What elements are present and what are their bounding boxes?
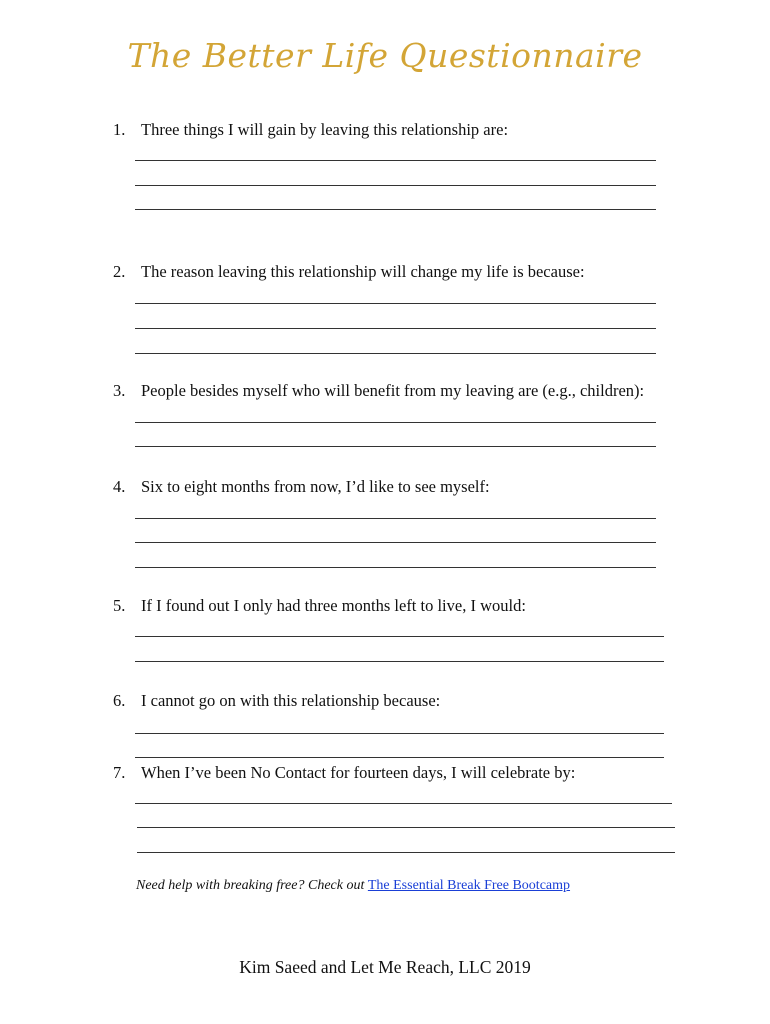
question-text: I cannot go on with this relationship because: <box>141 691 441 710</box>
question-5 <box>113 596 526 616</box>
page-title: The Better Life Questionnaire <box>127 36 643 75</box>
answer-line[interactable] <box>135 185 656 186</box>
answer-line[interactable] <box>135 446 656 447</box>
answer-line[interactable] <box>135 803 672 804</box>
question-text: Three things I will gain by leaving this relationship are: <box>141 120 509 139</box>
question-number: 2. <box>113 262 126 281</box>
answer-line[interactable] <box>135 303 656 304</box>
question-text: The reason leaving this relationship will change my life is because: <box>141 262 585 281</box>
answer-line[interactable] <box>135 518 656 519</box>
question-text: When I’ve been No Contact for fourteen days, I will celebrate by: <box>141 763 576 782</box>
answer-line[interactable] <box>135 209 656 210</box>
answer-line[interactable] <box>135 636 664 637</box>
answer-line[interactable] <box>137 852 675 853</box>
bootcamp-link[interactable]: The Essential Break Free Bootcamp <box>367 878 571 893</box>
question-number: 3. <box>113 381 126 400</box>
answer-line[interactable] <box>135 422 656 423</box>
answer-line[interactable] <box>135 353 656 354</box>
question-6 <box>113 691 440 711</box>
answer-line[interactable] <box>135 733 664 734</box>
question-4 <box>113 477 490 497</box>
question-1 <box>113 120 508 140</box>
answer-line[interactable] <box>135 757 664 758</box>
question-text: If I found out I only had three months left to live, I would: <box>141 596 526 615</box>
answer-line[interactable] <box>135 661 664 662</box>
answer-line[interactable] <box>135 567 656 568</box>
help-note-text: Need help with breaking free? Check out <box>136 878 368 893</box>
copyright: Kim Saeed and Let Me Reach, LLC 2019 <box>239 957 531 977</box>
question-number: 7. <box>113 763 126 782</box>
question-3 <box>113 381 644 401</box>
question-text: Six to eight months from now, I’d like to see myself: <box>141 477 490 496</box>
question-7 <box>113 763 575 783</box>
question-number: 6. <box>113 691 126 710</box>
question-2 <box>113 262 585 282</box>
question-number: 5. <box>113 596 126 615</box>
answer-line[interactable] <box>135 328 656 329</box>
question-number: 1. <box>113 120 126 139</box>
help-note <box>136 878 570 894</box>
question-text: People besides myself who will benefit from my leaving are (e.g., children): <box>141 381 645 400</box>
answer-line[interactable] <box>137 827 675 828</box>
answer-line[interactable] <box>135 542 656 543</box>
answer-line[interactable] <box>135 160 656 161</box>
question-number: 4. <box>113 477 126 496</box>
